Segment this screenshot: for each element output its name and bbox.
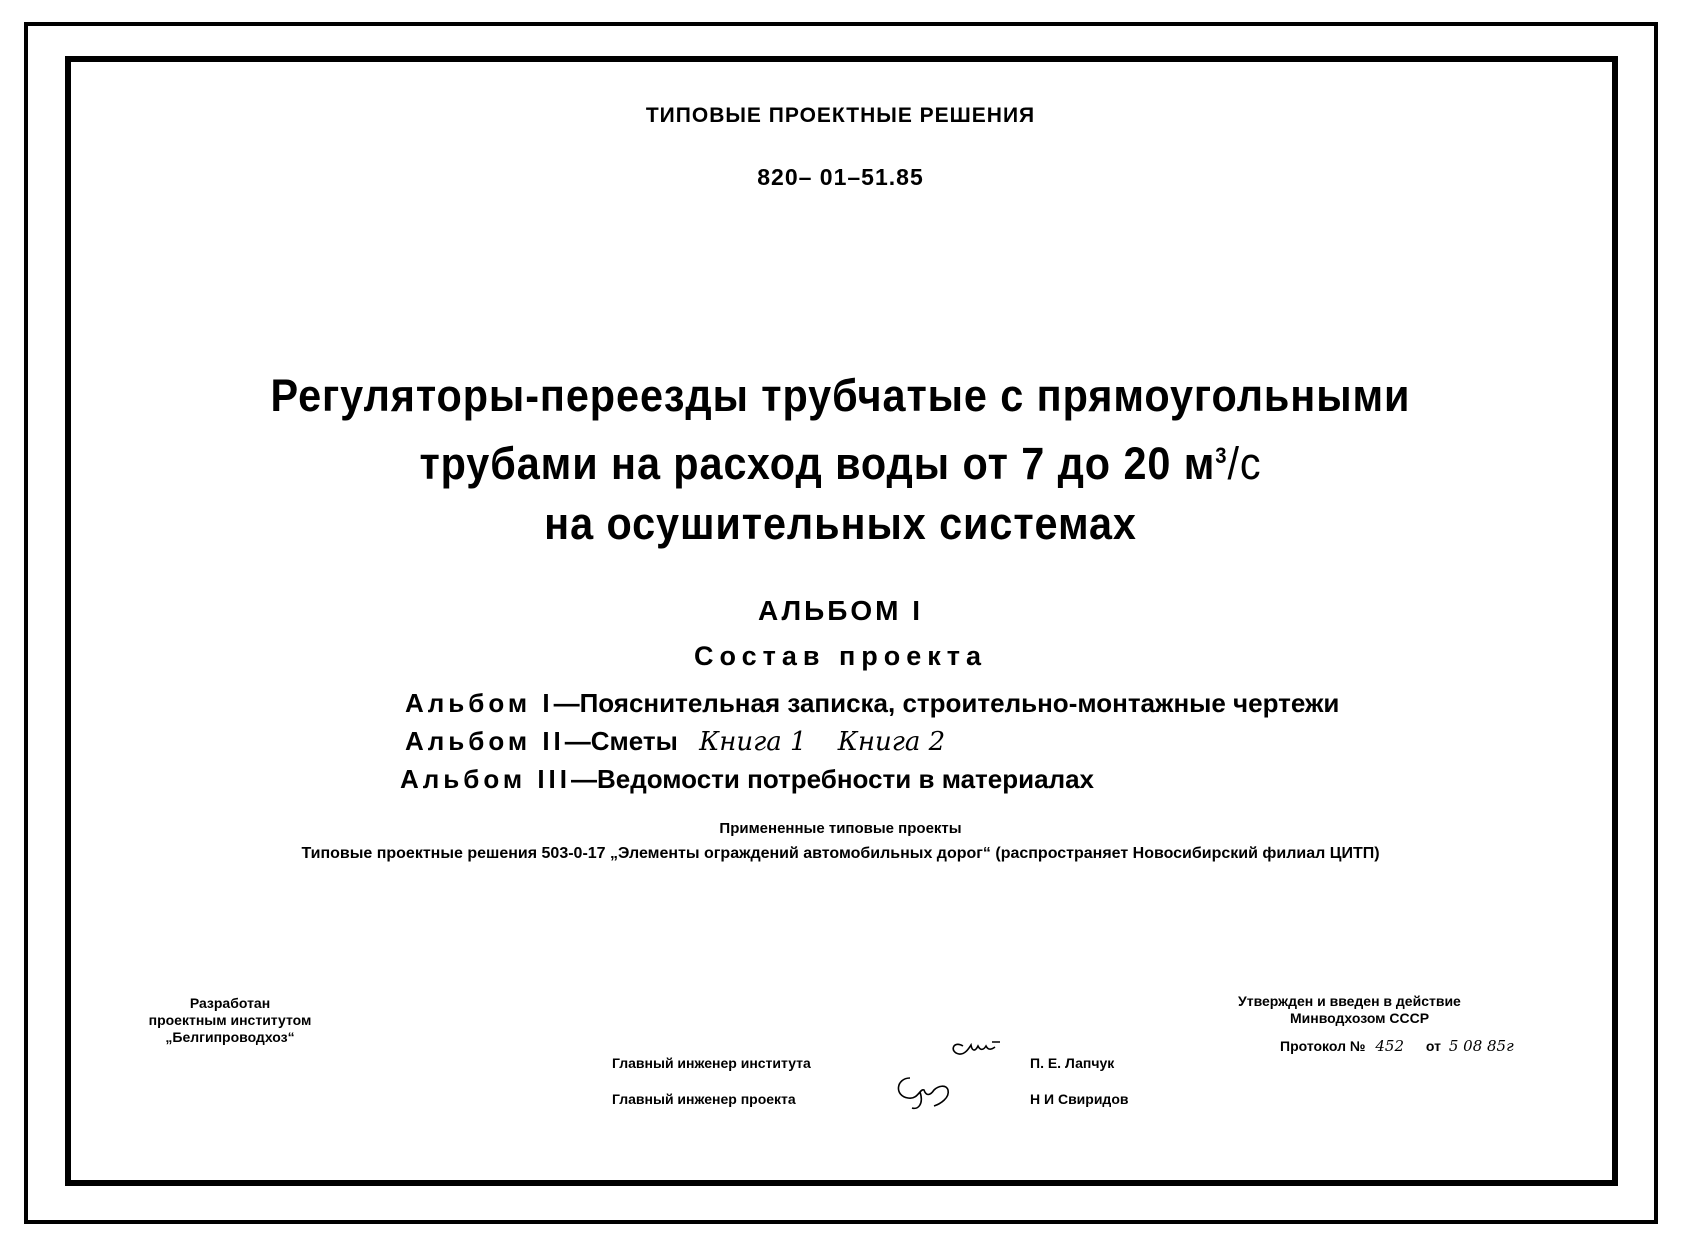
applied-projects-heading: Примененные типовые проекты bbox=[719, 820, 962, 837]
approval-protocol: Протокол № 452 от 5 08 85г bbox=[1280, 1037, 1514, 1055]
applied-projects-text: Типовые проектные решения 503-0-17 „Элементы ограждений автомобильных дорог“ (распространяет Новосибирский филиал ЦИТП) bbox=[301, 845, 1380, 862]
document-title bbox=[67, 366, 1614, 554]
developer-block: Разработан проектным институтом „Белгипроводхоз“ bbox=[148, 995, 312, 1045]
album-item-1: Альбом I—Пояснительная записка, строительно-монтажные чертежи bbox=[405, 688, 1340, 718]
composition-heading: Состав проекта bbox=[693, 641, 988, 671]
signature-role-1: Главный инженер института bbox=[612, 1055, 811, 1071]
title-line-1: Регуляторы-переезды трубчатые с прямоугольными bbox=[270, 370, 1411, 421]
signature-role-2: Главный инженер проекта bbox=[612, 1091, 796, 1107]
project-code: 820– 01–51.85 bbox=[757, 164, 924, 190]
signature-2-icon bbox=[890, 1070, 960, 1114]
signature-name-2: Н И Свиридов bbox=[1030, 1091, 1129, 1107]
title-line-3: на осушительных системах bbox=[544, 498, 1137, 549]
approval-block: Утвержден и введен в действие Минводхозом СССР bbox=[1238, 993, 1461, 1026]
album-heading: АЛЬБОМ I bbox=[757, 595, 924, 626]
album-item-2: Альбом II—Сметы Книга 1 Книга 2 bbox=[405, 726, 946, 757]
signature-name-1: П. Е. Лапчук bbox=[1030, 1055, 1115, 1071]
signature-1-icon bbox=[945, 1036, 1005, 1066]
album-item-3: Альбом III—Ведомости потребности в материалах bbox=[400, 764, 1095, 794]
series-heading: ТИПОВЫЕ ПРОЕКТНЫЕ РЕШЕНИЯ bbox=[645, 104, 1036, 127]
title-line-2: трубами на расход воды от 7 до 20 $м^3/с$ bbox=[419, 438, 1262, 489]
